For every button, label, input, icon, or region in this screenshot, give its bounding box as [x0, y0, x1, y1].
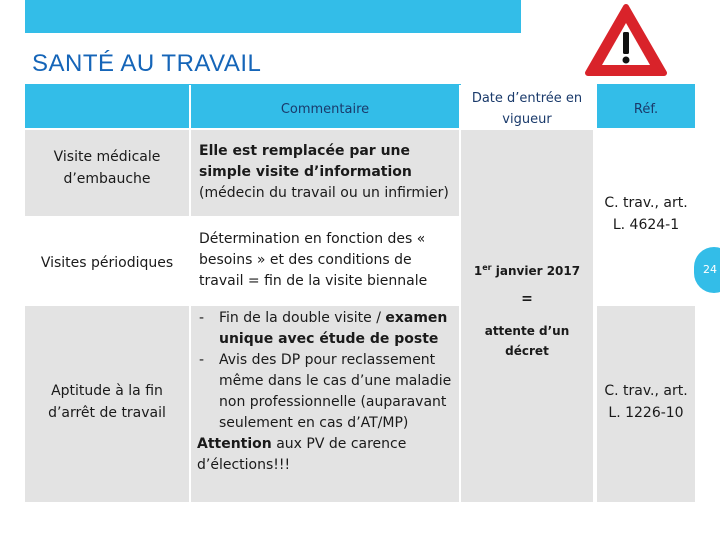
row3-attention-bold: Attention [197, 436, 272, 452]
header-ref-cell [597, 84, 695, 128]
header-empty-cell [25, 84, 189, 128]
row3-attention-rest: aux PV de carence d’élections!!! [197, 436, 407, 473]
warning-triangle-icon [584, 3, 668, 77]
row3-bullet-1-plain: Fin de la double visite / [219, 310, 386, 326]
row3-label: Aptitude à la fin d’arrêt de travail [48, 383, 166, 421]
row2-comment: Détermination en fonction des « besoins » et des conditions de travail = fin de la visite biennale [199, 231, 428, 289]
row3-bullet-list [197, 308, 453, 434]
ref2-cell [597, 306, 695, 502]
ref1-cell [597, 130, 695, 304]
date-start [469, 258, 585, 281]
header-commentaire-cell [191, 84, 459, 128]
row3-bullet-1 [197, 308, 453, 350]
date-note: attente d’un décret [484, 324, 570, 358]
row1-comment-cell [191, 130, 459, 216]
date-rest: janvier 2017 [491, 264, 581, 278]
header-commentaire: Commentaire [280, 102, 370, 117]
page-title: SANTÉ AU TRAVAIL [32, 50, 262, 77]
row3-label-cell [25, 306, 189, 502]
date-merged-cell [461, 130, 593, 502]
row2-comment-cell [191, 218, 459, 304]
top-banner [25, 0, 521, 33]
row1-label-cell [25, 130, 189, 216]
header-date: Date d’entrée en vigueur [471, 91, 583, 127]
ref2-text: C. trav., art. L. 1226-10 [604, 383, 688, 421]
row1-comment-rest: (médecin du travail ou un infirmier) [199, 185, 449, 201]
date-equals: = [521, 291, 533, 307]
page-number-badge: 24 [694, 247, 720, 293]
row3-bullet-1-bold: examen unique avec étude de poste [219, 310, 448, 347]
date-day: 1 [473, 264, 483, 278]
row3-comment-cell [191, 306, 459, 502]
row3-bullet-2 [197, 350, 453, 434]
header-date-cell [461, 84, 593, 128]
row1-label: Visite médicale d’embauche [53, 149, 161, 187]
row3-bullet-2-text: Avis des DP pour reclassement même dans le cas d’une maladie non professionnelle (auparavant seulement en cas d’AT/MP) [219, 352, 452, 431]
row2-label: Visites périodiques [40, 255, 174, 271]
row2-label-cell [25, 218, 189, 304]
header-ref: Réf. [633, 102, 659, 117]
date-sup: er [482, 263, 492, 272]
row1-comment-bold: Elle est remplacée par une simple visite d’information [199, 143, 412, 180]
row3-attention [197, 434, 453, 476]
ref1-text: C. trav., art. L. 4624-1 [604, 195, 688, 233]
